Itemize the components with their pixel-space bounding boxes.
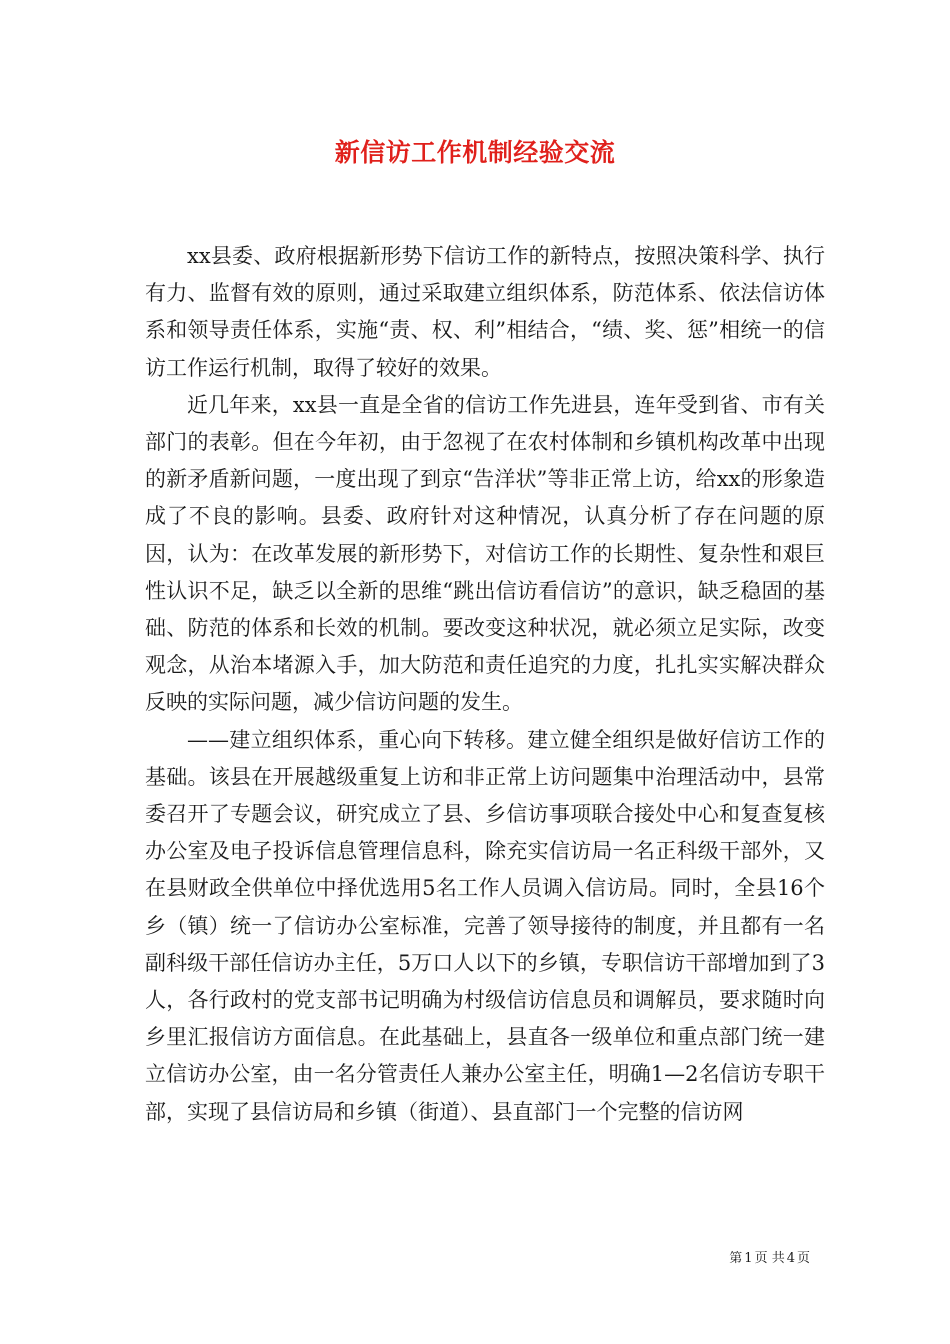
document-title: 新信访工作机制经验交流 (334, 138, 616, 167)
footer-total-pages: 4 (786, 1251, 795, 1266)
footer-current-page: 1 (744, 1251, 753, 1266)
page-number-footer (728, 1247, 811, 1266)
footer-prefix: 第 (729, 1251, 743, 1266)
paragraph-intro: xx县委、政府根据新形势下信访工作的新特点，按照决策科学、执行有力、监督有效的原则，通过采取建立组织体系，防范体系、依法信访体系和领导责任体系，实施“责、权、利”相结合，“绩、奖、惩”相统一的信访工作运行机制，取得了较好的效果。 (145, 244, 825, 380)
document-body (145, 238, 825, 1131)
paragraph-background: 近几年来，xx县一直是全省的信访工作先进县，连年受到省、市有关部门的表彰。但在今年初，由于忽视了在农村体制和乡镇机构改革中出现的新矛盾新问题，一度出现了到京“告洋状”等非正常上访，给xx的形象造成了不良的影响。县委、政府针对这种情况，认真分析了存在问题的原因，认为：在改革发展的新形势下，对信访工作的长期性、复杂性和艰巨性认识不足，缺乏以全新的思维“跳出信访看信访”的意识，缺乏稳固的基础、防范的体系和长效的机制。要改变这种状况，就必须立足实际，改变观念，从治本堵源入手，加大防范和责任追究的力度，扎扎实实解决群众反映的实际问题，减少信访问题的发生。 (145, 392, 825, 715)
footer-middle: 页 共 (754, 1251, 785, 1266)
paragraph-organization-system: ——建立组织体系，重心向下转移。建立健全组织是做好信访工作的基础。该县在开展越级重复上访和非正常上访问题集中治理活动中，县常委召开了专题会议，研究成立了县、乡信访事项联合接处中心和复查复核办公室及电子投诉信息管理信息科，除充实信访局一名正科级干部外，又在县财政全供单位中择优选用5名工作人员调入信访局。同时，全县16个乡（镇）统一了信访办公室标准，完善了领导接待的制度，并且都有一名副科级干部任信访办主任，5万口人以下的乡镇，专职信访干部增加到了3人，各行政村的党支部书记明确为村级信访信息员和调解员，要求随时向乡里汇报信访方面信息。在此基础上，县直各一级单位和重点部门统一建立信访办公室，由一名分管责任人兼办公室主任，明确1—2名信访专职干部，实现了县信访局和乡镇（街道）、县直部门一个完整的信访网 (145, 727, 825, 1124)
footer-suffix: 页 (796, 1251, 810, 1266)
